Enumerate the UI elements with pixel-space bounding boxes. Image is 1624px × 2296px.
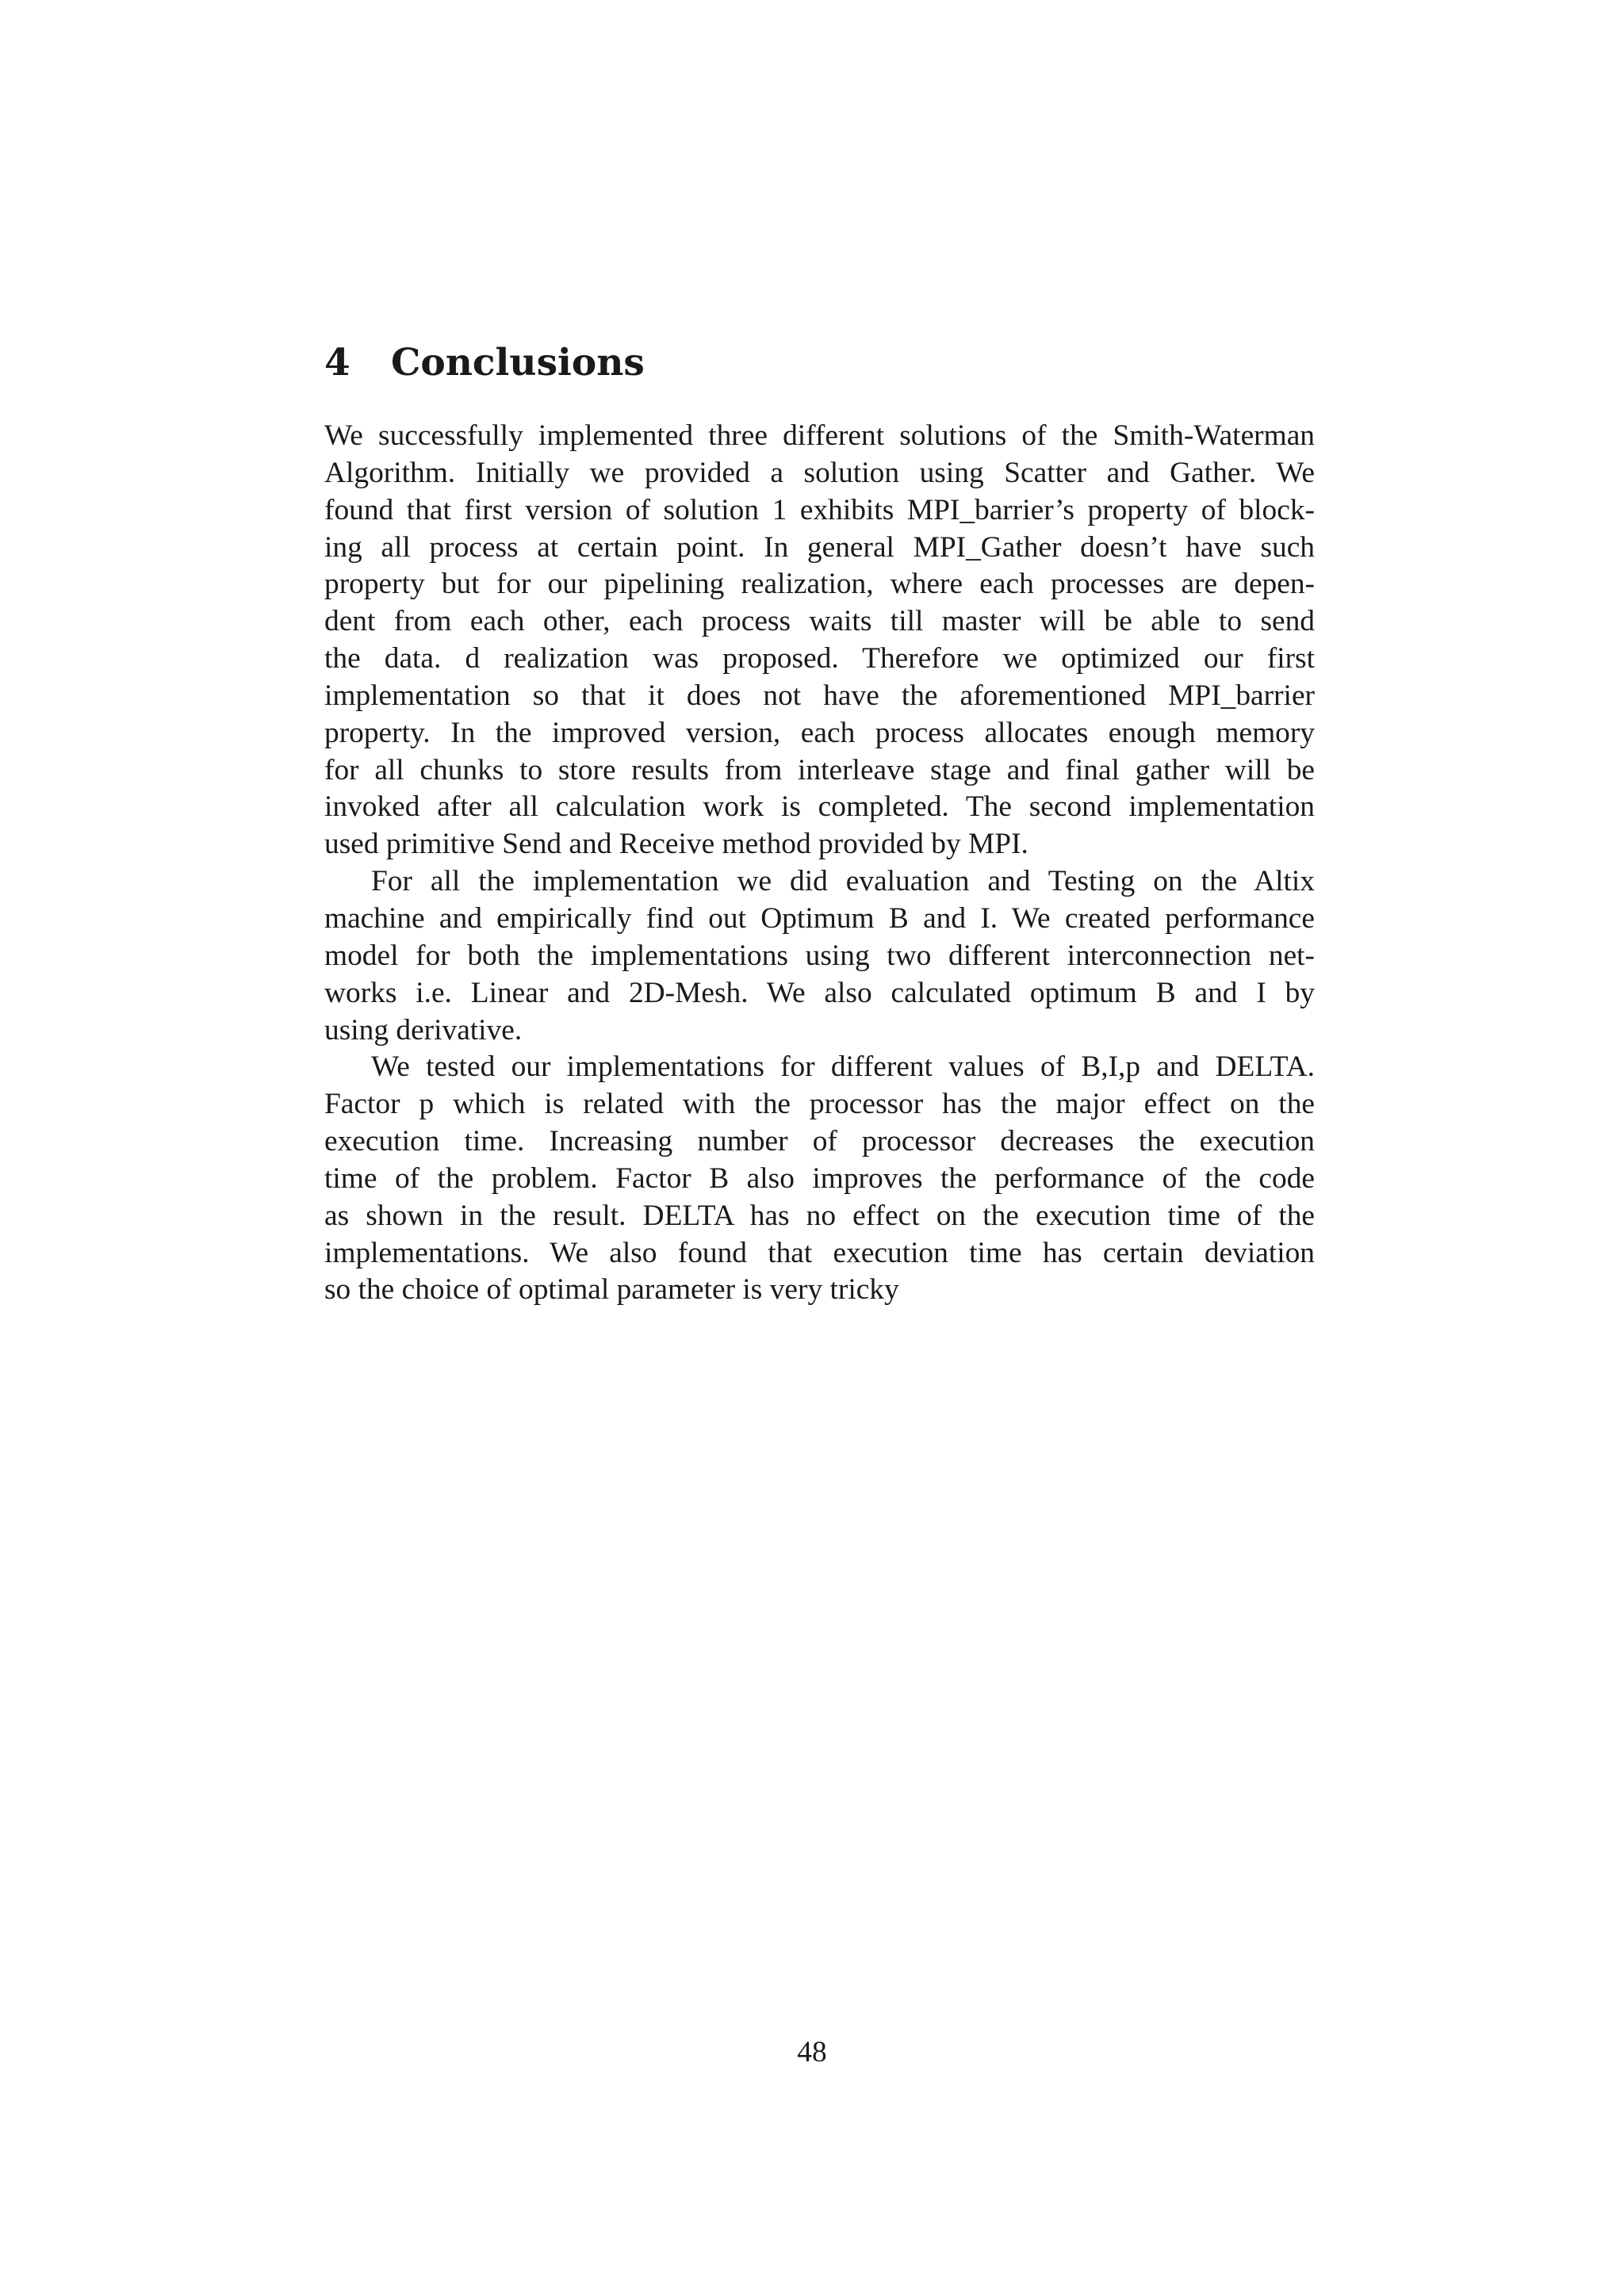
text-line: invoked after all calculation work is completed. The second implementation	[324, 790, 1315, 824]
text-line: used primitive Send and Receive method provided by MPI.	[324, 828, 1028, 861]
section-title: Conclusions	[391, 341, 645, 385]
page-number: 48	[797, 2036, 827, 2068]
text-line: execution time. Increasing number of processor decreases the execution	[324, 1125, 1315, 1158]
text-line: machine and empirically find out Optimum B and I. We created performance	[324, 901, 1315, 935]
text-line: dent from each other, each process waits till master will be able to send	[324, 605, 1315, 638]
text-line: the data. d realization was proposed. Therefore we optimized our first	[324, 642, 1315, 675]
body-text	[324, 418, 1315, 1309]
text-line: Algorithm. Initially we provided a solution using Scatter and Gather. We	[324, 456, 1315, 489]
text-line: property. In the improved version, each process allocates enough memory	[324, 716, 1315, 749]
text-line: We successfully implemented three different solutions of the Smith-Waterman	[324, 419, 1315, 452]
text-line: implementations. We also found that execution time has certain deviation	[324, 1236, 1315, 1269]
text-line: as shown in the result. DELTA has no effect on the execution time of the	[324, 1199, 1315, 1232]
text-line: For all the implementation we did evaluation and Testing on the Altix	[371, 865, 1315, 898]
text-line: works i.e. Linear and 2D-Mesh. We also calculated optimum B and I by	[324, 976, 1315, 1009]
text-line: time of the problem. Factor B also improves the performance of the code	[324, 1161, 1315, 1195]
text-line: so the choice of optimal parameter is very tricky	[324, 1273, 899, 1307]
paragraph	[324, 863, 1315, 1049]
text-line: Factor p which is related with the processor has the major effect on the	[324, 1088, 1315, 1121]
text-line: ing all process at certain point. In general MPI_Gather doesn’t have such	[324, 530, 1315, 564]
section-number: 4	[324, 341, 350, 385]
text-line: for all chunks to store results from interleave stage and final gather will be	[324, 753, 1315, 786]
section-heading	[324, 339, 645, 387]
paragraph	[324, 1049, 1315, 1309]
paragraph	[324, 418, 1315, 863]
text-line: model for both the implementations using two different interconnection net-	[324, 939, 1315, 972]
text-line: We tested our implementations for different values of B,I,p and DELTA.	[371, 1050, 1315, 1084]
text-line: found that first version of solution 1 exhibits MPI_barrier’s property of block-	[324, 493, 1315, 526]
text-line: property but for our pipelining realization, where each processes are depen-	[324, 568, 1315, 601]
text-line: using derivative.	[324, 1013, 523, 1047]
text-line: implementation so that it does not have the aforementioned MPI_barrier	[324, 679, 1315, 712]
